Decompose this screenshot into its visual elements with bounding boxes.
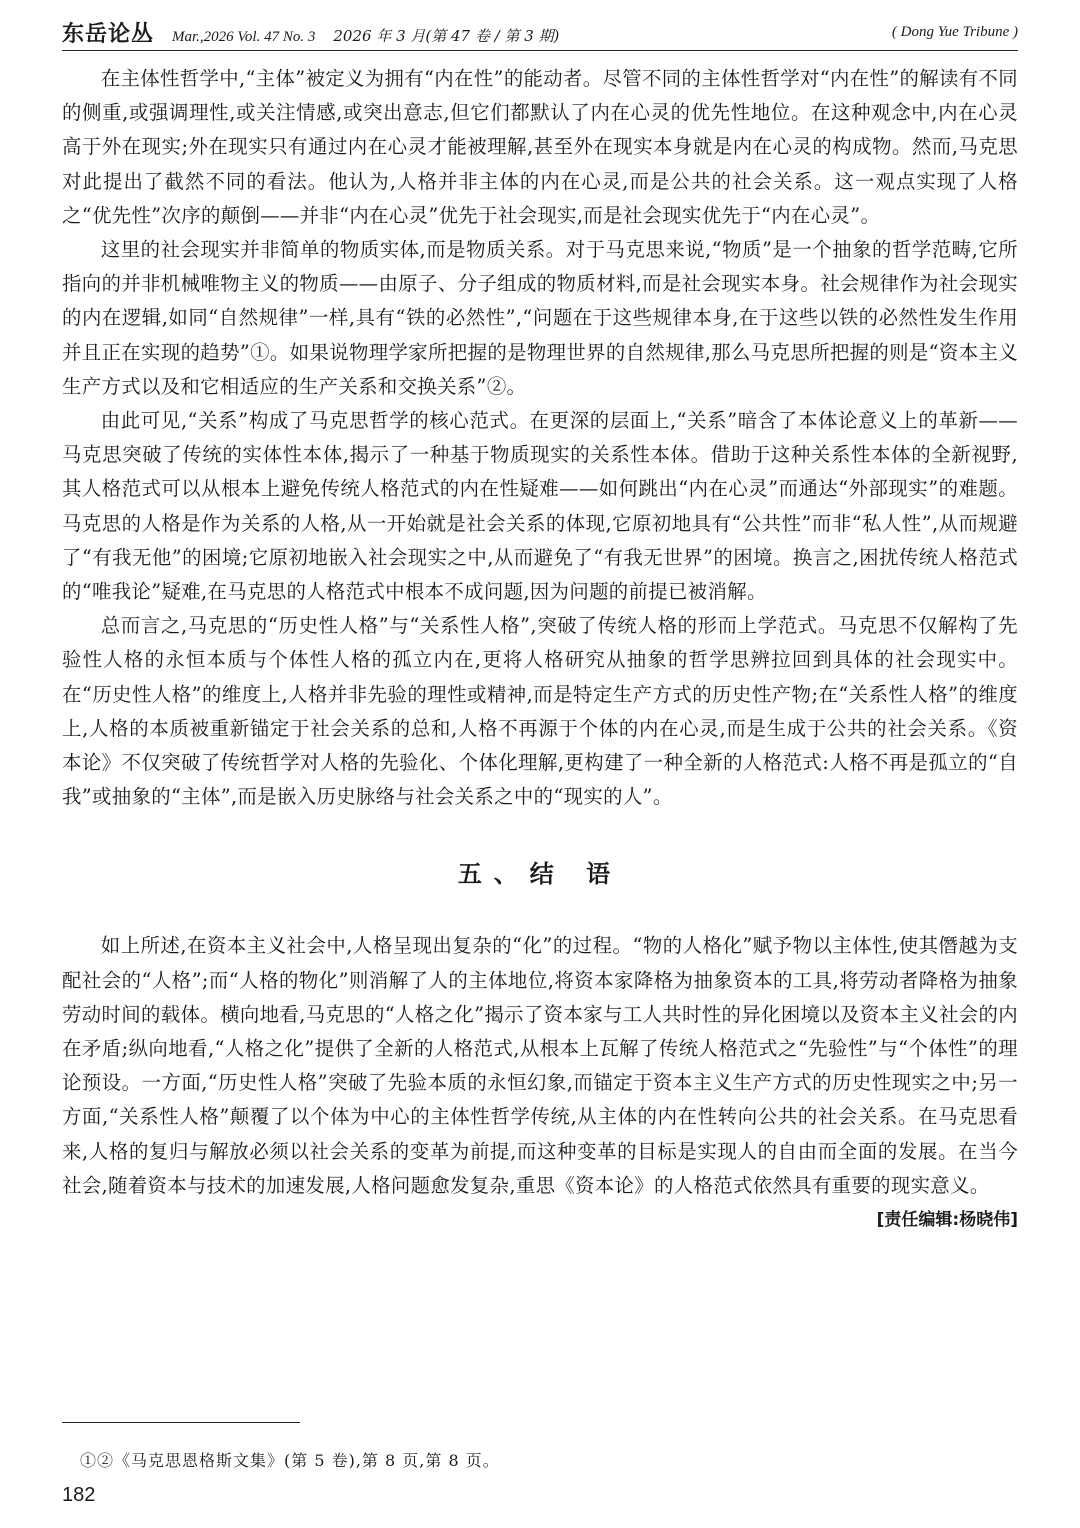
body-paragraph: 这里的社会现实并非简单的物质实体,而是物质关系。对于马克思来说,“物质”是一个抽象的哲学范畴,它所指向的并非机械唯物主义的物质——由原子、分子组成的物质材料,而是社会现实本身。社会规律作为社会现实的内在逻辑,如同“自然规律”一样,具有“铁的必然性”,“问题在于这些规律本身,在于这些以铁的必然性发生作用并且正在实现的趋势”①。如果说物理学家所把握的是物理世界的自然规律,那么马克思所把握的则是“资本主义生产方式以及和它相适应的生产关系和交换关系”②。 bbox=[62, 238, 1018, 398]
body-paragraph: 在主体性哲学中,“主体”被定义为拥有“内在性”的能动者。尽管不同的主体性哲学对“内在性”的解读有不同的侧重,或强调理性,或关注情感,或突出意志,但它们都默认了内在心灵的优先性地位。在这种观念中,内在心灵高于外在现实;外在现实只有通过内在心灵才能被理解,甚至外在现实本身就是内在心灵的构成物。然而,马克思对此提出了截然不同的看法。他认为,人格并非主体的内在心灵,而是公共的社会关系。这一观点实现了人格之“优先性”次序的颠倒——并非“内在心灵”优先于社会现实,而是社会现实优先于“内在心灵”。 bbox=[62, 67, 1018, 227]
footnote: ①②《马克思恩格斯文集》(第 5 卷),第 8 页,第 8 页。 bbox=[80, 1451, 500, 1470]
section-heading: 五、结 语 bbox=[457, 859, 623, 889]
body-paragraph: 由此可见,“关系”构成了马克思哲学的核心范式。在更深的层面上,“关系”暗含了本体论意义上的革新——马克思突破了传统的实体性本体,揭示了一种基于物质现实的关系性本体。借助于这种关系性本体的全新视野,其人格范式可以从根本上避免传统人格范式的内在性疑难——如何跳出“内在心灵”而通达“外部现实”的难题。马克思的人格是作为关系的人格,从一开始就是社会关系的体现,它原初地具有“公共性”而非“私人性”,从而规避了“有我无他”的困境;它原初地嵌入社会现实之中,从而避免了“有我无世界”的困境。换言之,困扰传统人格范式的“唯我论”疑难,在马克思的人格范式中根本不成问题,因为问题的前提已被消解。 bbox=[62, 409, 1018, 604]
footnote-divider bbox=[62, 1422, 300, 1423]
responsible-editor: [责任编辑:杨晓伟] bbox=[876, 1210, 1018, 1231]
header-left bbox=[62, 17, 559, 48]
article-body bbox=[62, 62, 1018, 1230]
page-number: 182 bbox=[62, 1484, 96, 1506]
conclusion-paragraph: 如上所述,在资本主义社会中,人格呈现出复杂的“化”的过程。“物的人格化”赋予物以主体性,使其僭越为支配社会的“人格”;而“人格的物化”则消解了人的主体地位,将资本家降格为抽象资本的工具,将劳动者降格为抽象劳动时间的载体。横向地看,马克思的“人格之化”揭示了资本家与工人共时性的异化困境以及资本主义社会的内在矛盾;纵向地看,“人格之化”提供了全新的人格范式,从根本上瓦解了传统人格范式之“先验性”与“个体性”的理论预设。一方面,“历史性人格”突破了先验本质的永恒幻象,而锚定于资本主义生产方式的历史性现实之中;另一方面,“关系性人格”颠覆了以个体为中心的主体性哲学传统,从主体的内在性转向公共的社会关系。在马克思看来,人格的复归与解放必须以社会关系的变革为前提,而这种变革的目标是实现人的自由而全面的发展。在当今社会,随着资本与技术的加速发展,人格问题愈发复杂,重思《资本论》的人格范式依然具有重要的现实意义。 bbox=[62, 934, 1018, 1197]
body-paragraph: 总而言之,马克思的“历史性人格”与“关系性人格”,突破了传统人格的形而上学范式。马克思不仅解构了先验性人格的永恒本质与个体性人格的孤立内在,更将人格研究从抽象的哲学思辨拉回到具体的社会现实中。在“历史性人格”的维度上,人格并非先验的理性或精神,而是特定生产方式的历史性产物;在“关系性人格”的维度上,人格的本质被重新锚定于社会关系的总和,人格不再源于个体的内在心灵,而是生成于公共的社会关系。《资本论》不仅突破了传统哲学对人格的先验化、个体化理解,更构建了一种全新的人格范式:人格不再是孤立的“自我”或抽象的“主体”,而是嵌入历史脉络与社会关系之中的“现实的人”。 bbox=[62, 614, 1018, 809]
issue-info-cn: 2026 年 3 月(第 47 卷 / 第 3 期) bbox=[333, 26, 560, 45]
running-header bbox=[62, 14, 1018, 51]
journal-title-cn: 东岳论丛 bbox=[62, 20, 155, 47]
journal-title-en: ( Dong Yue Tribune ) bbox=[891, 23, 1018, 40]
issue-info-en: Mar.,2026 Vol. 47 No. 3 bbox=[172, 28, 316, 45]
